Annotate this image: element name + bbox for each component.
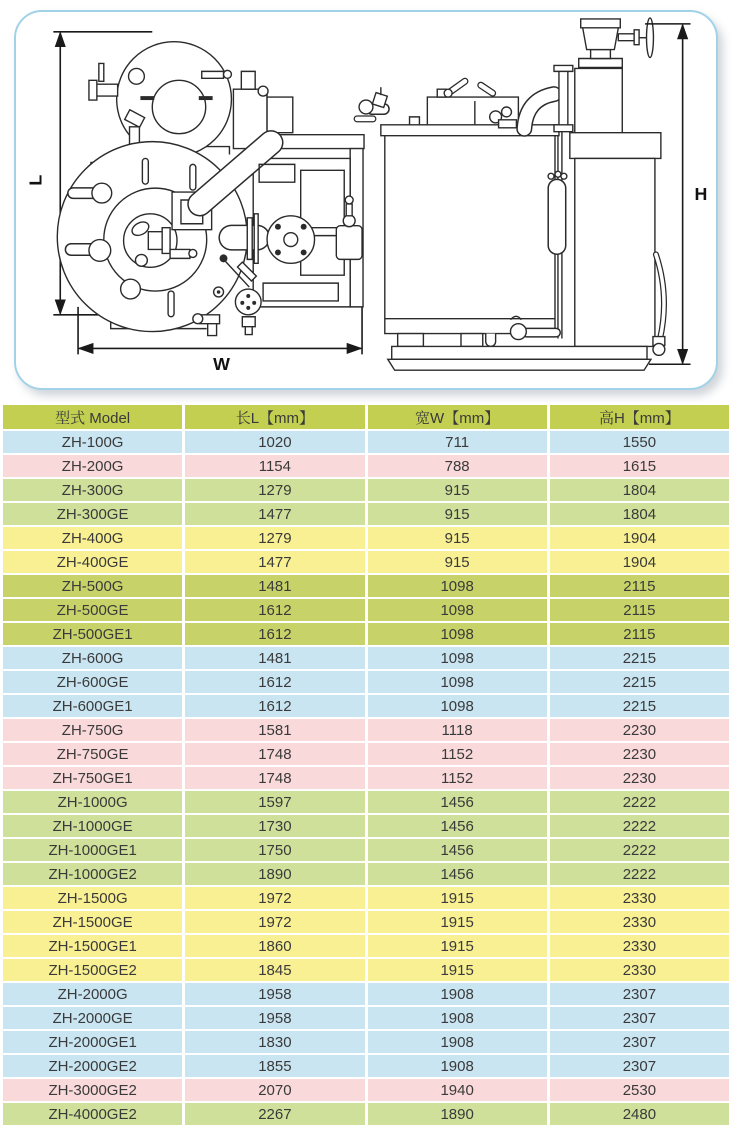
cell-width: 1940	[368, 1079, 547, 1101]
cell-width: 1908	[368, 1007, 547, 1029]
cell-height: 2222	[550, 863, 729, 885]
table-row	[3, 1031, 729, 1053]
cell-height: 2230	[550, 719, 729, 741]
cell-height: 2115	[550, 623, 729, 645]
cell-model: ZH-600GE1	[3, 695, 182, 717]
cell-height: 2215	[550, 695, 729, 717]
cell-length: 1890	[185, 863, 364, 885]
cell-width: 1098	[368, 647, 547, 669]
cell-length: 1860	[185, 935, 364, 957]
table-row	[3, 791, 729, 813]
table-row	[3, 503, 729, 525]
cell-length: 1612	[185, 599, 364, 621]
cell-model: ZH-400GE	[3, 551, 182, 573]
dim-label-L: L	[25, 174, 46, 186]
table-row	[3, 983, 729, 1005]
boiler-line-drawing	[16, 12, 716, 388]
table-row	[3, 623, 729, 645]
col-header-height: 高H【mm】	[550, 405, 729, 429]
cell-width: 1915	[368, 887, 547, 909]
cell-length: 1730	[185, 815, 364, 837]
cell-length: 1597	[185, 791, 364, 813]
cell-width: 915	[368, 551, 547, 573]
table-row	[3, 887, 729, 909]
cell-height: 2115	[550, 575, 729, 597]
cell-width: 1908	[368, 1055, 547, 1077]
cell-model: ZH-400G	[3, 527, 182, 549]
spec-table-section	[0, 403, 732, 1127]
cell-width: 1456	[368, 815, 547, 837]
cell-model: ZH-1000GE1	[3, 839, 182, 861]
cell-width: 1118	[368, 719, 547, 741]
cell-model: ZH-1500GE2	[3, 959, 182, 981]
cell-model: ZH-750G	[3, 719, 182, 741]
cell-height: 2215	[550, 647, 729, 669]
cell-height: 2330	[550, 911, 729, 933]
cell-height: 2480	[550, 1103, 729, 1125]
cell-width: 1098	[368, 623, 547, 645]
cell-height: 2530	[550, 1079, 729, 1101]
cell-width: 915	[368, 503, 547, 525]
cell-width: 1908	[368, 1031, 547, 1053]
table-row	[3, 431, 729, 453]
table-row	[3, 959, 729, 981]
cell-length: 1612	[185, 623, 364, 645]
cell-length: 1279	[185, 527, 364, 549]
table-row	[3, 743, 729, 765]
cell-length: 1477	[185, 503, 364, 525]
cell-length: 1748	[185, 767, 364, 789]
cell-height: 2230	[550, 767, 729, 789]
cell-model: ZH-300G	[3, 479, 182, 501]
table-row	[3, 863, 729, 885]
cell-length: 1481	[185, 575, 364, 597]
cell-length: 1612	[185, 695, 364, 717]
table-row	[3, 1103, 729, 1125]
table-header-row	[3, 405, 729, 429]
cell-height: 1904	[550, 527, 729, 549]
cell-width: 1152	[368, 743, 547, 765]
cell-height: 2307	[550, 1031, 729, 1053]
cell-height: 2330	[550, 935, 729, 957]
table-row	[3, 551, 729, 573]
table-row	[3, 767, 729, 789]
cell-model: ZH-500GE1	[3, 623, 182, 645]
cell-length: 1748	[185, 743, 364, 765]
spec-table-body	[3, 431, 729, 1125]
table-row	[3, 671, 729, 693]
cell-model: ZH-500G	[3, 575, 182, 597]
cell-model: ZH-2000GE	[3, 1007, 182, 1029]
cell-model: ZH-3000GE2	[3, 1079, 182, 1101]
cell-model: ZH-4000GE2	[3, 1103, 182, 1125]
cell-width: 711	[368, 431, 547, 453]
cell-width: 1098	[368, 695, 547, 717]
table-row	[3, 839, 729, 861]
cell-height: 2215	[550, 671, 729, 693]
cell-height: 2222	[550, 791, 729, 813]
table-row	[3, 719, 729, 741]
cell-model: ZH-1500G	[3, 887, 182, 909]
cell-width: 1908	[368, 983, 547, 1005]
cell-height: 1550	[550, 431, 729, 453]
cell-width: 1915	[368, 959, 547, 981]
spec-table	[0, 403, 732, 1127]
cell-width: 1152	[368, 767, 547, 789]
cell-length: 1845	[185, 959, 364, 981]
table-row	[3, 479, 729, 501]
cell-model: ZH-750GE1	[3, 767, 182, 789]
table-row	[3, 647, 729, 669]
boiler-dimension-diagram-panel	[14, 10, 718, 390]
cell-length: 1477	[185, 551, 364, 573]
cell-length: 1958	[185, 983, 364, 1005]
cell-width: 915	[368, 479, 547, 501]
cell-model: ZH-1500GE	[3, 911, 182, 933]
table-row	[3, 575, 729, 597]
cell-length: 1154	[185, 455, 364, 477]
table-row	[3, 911, 729, 933]
cell-height: 2115	[550, 599, 729, 621]
table-row	[3, 1079, 729, 1101]
cell-width: 1890	[368, 1103, 547, 1125]
cell-length: 1972	[185, 911, 364, 933]
col-header-width: 宽W【mm】	[368, 405, 547, 429]
table-row	[3, 1007, 729, 1029]
cell-height: 1615	[550, 455, 729, 477]
cell-length: 1855	[185, 1055, 364, 1077]
cell-length: 1612	[185, 671, 364, 693]
table-row	[3, 935, 729, 957]
cell-width: 915	[368, 527, 547, 549]
cell-height: 2330	[550, 887, 729, 909]
table-row	[3, 599, 729, 621]
cell-model: ZH-600GE	[3, 671, 182, 693]
cell-model: ZH-1500GE1	[3, 935, 182, 957]
cell-model: ZH-500GE	[3, 599, 182, 621]
cell-height: 2330	[550, 959, 729, 981]
table-row	[3, 815, 729, 837]
cell-length: 1481	[185, 647, 364, 669]
dim-label-W: W	[213, 354, 230, 375]
cell-width: 1456	[368, 863, 547, 885]
table-row	[3, 695, 729, 717]
cell-height: 1904	[550, 551, 729, 573]
cell-height: 2222	[550, 839, 729, 861]
cell-length: 1020	[185, 431, 364, 453]
cell-length: 1750	[185, 839, 364, 861]
cell-length: 1958	[185, 1007, 364, 1029]
cell-width: 788	[368, 455, 547, 477]
cell-model: ZH-300GE	[3, 503, 182, 525]
cell-model: ZH-2000GE1	[3, 1031, 182, 1053]
cell-model: ZH-750GE	[3, 743, 182, 765]
cell-width: 1098	[368, 599, 547, 621]
table-row	[3, 527, 729, 549]
side-view-drawing	[357, 18, 707, 370]
cell-model: ZH-1000GE2	[3, 863, 182, 885]
cell-width: 1915	[368, 911, 547, 933]
cell-height: 2307	[550, 1007, 729, 1029]
cell-height: 2307	[550, 983, 729, 1005]
table-row	[3, 1055, 729, 1077]
cell-height: 2307	[550, 1055, 729, 1077]
cell-height: 2230	[550, 743, 729, 765]
cell-length: 1972	[185, 887, 364, 909]
col-header-length: 长L【mm】	[185, 405, 364, 429]
cell-length: 2070	[185, 1079, 364, 1101]
cell-length: 1581	[185, 719, 364, 741]
cell-model: ZH-100G	[3, 431, 182, 453]
cell-width: 1098	[368, 671, 547, 693]
cell-model: ZH-200G	[3, 455, 182, 477]
cell-height: 1804	[550, 503, 729, 525]
cell-length: 1830	[185, 1031, 364, 1053]
top-view-drawing	[25, 32, 364, 374]
table-row	[3, 455, 729, 477]
cell-width: 1456	[368, 791, 547, 813]
cell-width: 1456	[368, 839, 547, 861]
dim-label-H: H	[694, 184, 708, 204]
cell-length: 1279	[185, 479, 364, 501]
cell-model: ZH-1000GE	[3, 815, 182, 837]
cell-model: ZH-600G	[3, 647, 182, 669]
cell-width: 1098	[368, 575, 547, 597]
cell-model: ZH-2000G	[3, 983, 182, 1005]
cell-height: 1804	[550, 479, 729, 501]
cell-height: 2222	[550, 815, 729, 837]
col-header-model: 型式 Model	[3, 405, 182, 429]
cell-length: 2267	[185, 1103, 364, 1125]
cell-model: ZH-2000GE2	[3, 1055, 182, 1077]
cell-model: ZH-1000G	[3, 791, 182, 813]
cell-width: 1915	[368, 935, 547, 957]
